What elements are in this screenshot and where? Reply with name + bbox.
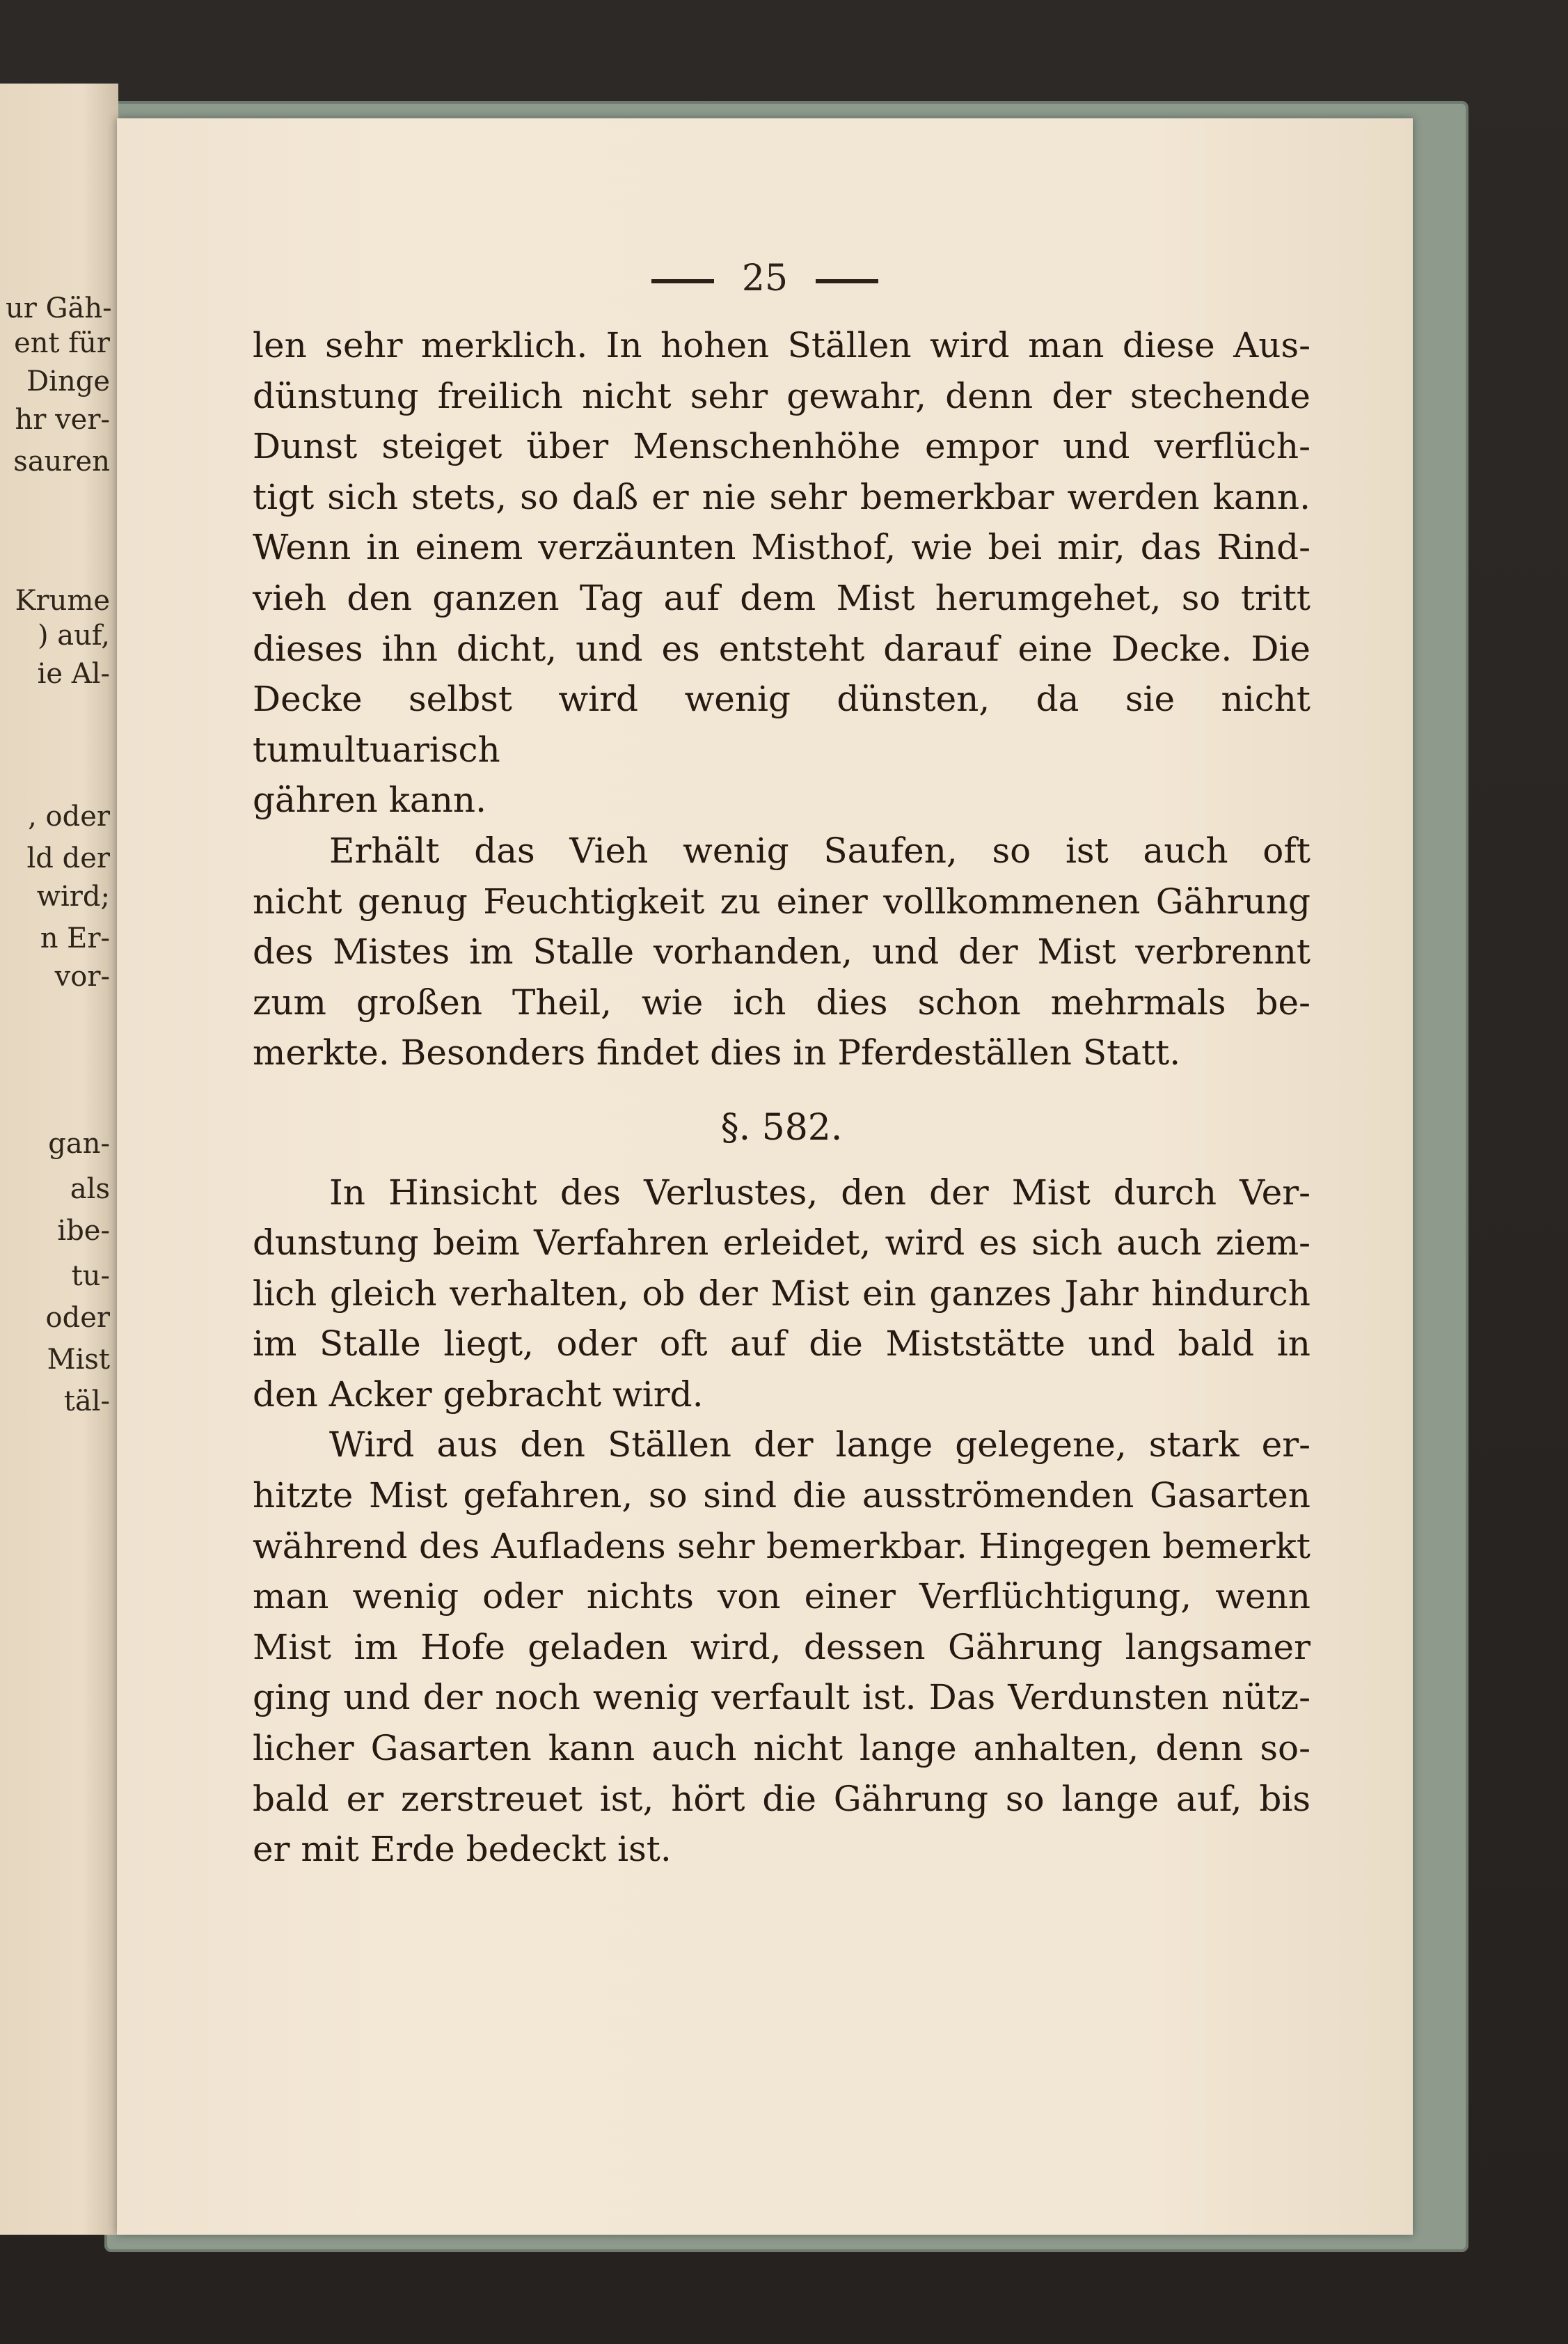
text-line: licher Gasarten kann auch nicht lange anhalten, denn so- xyxy=(253,1728,1310,1769)
left-page-fragment: ibe- xyxy=(57,1215,110,1247)
header-dash-right xyxy=(816,279,878,283)
left-page-fragment: , oder xyxy=(28,801,110,833)
text-line: tigt sich stets, so daß er nie sehr bemerkbar werden kann. xyxy=(253,476,1310,517)
section-heading: §. 582. xyxy=(720,1106,843,1149)
text-line: dünstung freilich nicht sehr gewahr, denn der stechende xyxy=(253,375,1310,416)
page-header xyxy=(117,258,1413,299)
left-page-fragment: ent für xyxy=(14,327,110,359)
text-line: In Hinsicht des Verlustes, den der Mist durch Ver- xyxy=(329,1172,1310,1213)
text-line: bald er zerstreuet ist, hört die Gährung so lange auf, bis xyxy=(253,1778,1310,1819)
text-line: Mist im Hofe geladen wird, dessen Gährung langsamer xyxy=(253,1626,1310,1667)
header-dash-left xyxy=(651,279,714,283)
left-page-text-fragments xyxy=(0,84,118,2235)
text-line: merkte. Besonders findet dies in Pferdeställen Statt. xyxy=(253,1032,1181,1073)
text-line: vieh den ganzen Tag auf dem Mist herumgehet, so tritt xyxy=(253,577,1310,618)
text-line: den Acker gebracht wird. xyxy=(253,1374,704,1415)
left-page-fragment: als xyxy=(70,1173,110,1205)
left-page-fragment: Mist xyxy=(47,1344,110,1376)
section-paragraphs xyxy=(253,1167,1310,1875)
text-line: nicht genug Feuchtigkeit zu einer vollkommenen Gährung xyxy=(253,881,1310,922)
page-number: 25 xyxy=(741,258,789,299)
left-page-fragment: tu- xyxy=(71,1260,110,1292)
paragraph xyxy=(253,826,1310,1078)
left-page-fragment: oder xyxy=(45,1302,110,1334)
text-line: Wenn in einem verzäunten Misthof, wie bei mir, das Rind- xyxy=(253,527,1310,568)
text-line: während des Aufladens sehr bemerkbar. Hingegen bemerkt xyxy=(253,1525,1310,1566)
text-line: hitzte Mist gefahren, so sind die ausströmenden Gasarten xyxy=(253,1475,1310,1516)
text-line: Dunst steiget über Menschenhöhe empor und verflüch- xyxy=(253,426,1310,467)
text-line: im Stalle liegt, oder oft auf die Miststätte und bald in xyxy=(253,1323,1310,1364)
text-line: gähren kann. xyxy=(253,780,487,821)
left-page-fragment: sauren xyxy=(13,446,110,478)
text-line: ging und der noch wenig verfault ist. Das Verdunsten nütz- xyxy=(253,1677,1310,1718)
text-line: Wird aus den Ställen der lange gelegene, stark er- xyxy=(329,1424,1310,1465)
left-page-fragment: ) auf, xyxy=(37,620,110,652)
text-line: zum großen Theil, wie ich dies schon mehrmals be- xyxy=(253,982,1310,1023)
left-page-edge xyxy=(0,84,118,2235)
left-page-fragment: ld der xyxy=(26,842,110,874)
left-page-fragment: wird; xyxy=(36,881,110,913)
page-body-text xyxy=(253,320,1310,1875)
paragraph xyxy=(253,1419,1310,1874)
left-page-fragment: n Er- xyxy=(40,922,110,954)
paragraph xyxy=(253,1167,1310,1420)
left-page-fragment: ur Gäh- xyxy=(6,292,112,324)
text-line: dunstung beim Verfahren erleidet, wird es sich auch ziem- xyxy=(253,1222,1310,1264)
text-line: man wenig oder nichts von einer Verflüchtigung, wenn xyxy=(253,1576,1310,1617)
right-page xyxy=(117,118,1413,2235)
text-line: len sehr merklich. In hohen Ställen wird man diese Aus- xyxy=(253,325,1310,365)
text-line: er mit Erde bedeckt ist. xyxy=(253,1829,672,1870)
left-page-fragment: täl- xyxy=(63,1385,110,1417)
text-line: des Mistes im Stalle vorhanden, und der Mist verbrennt xyxy=(253,931,1310,973)
left-page-fragment: vor- xyxy=(54,961,110,993)
left-page-fragment: Dinge xyxy=(26,365,110,398)
text-line: dieses ihn dicht, und es entsteht darauf eine Decke. Die xyxy=(253,628,1310,669)
text-line: Erhält das Vieh wenig Saufen, so ist auch oft xyxy=(329,830,1310,871)
left-page-fragment: hr ver- xyxy=(15,404,110,436)
left-page-fragment: ie Al- xyxy=(37,658,110,690)
text-line: Decke selbst wird wenig dünsten, da sie nicht tumultuarisch xyxy=(253,679,1310,770)
text-line: lich gleich verhalten, ob der Mist ein ganzes Jahr hindurch xyxy=(253,1273,1310,1314)
top-paragraphs xyxy=(253,320,1310,1078)
left-page-fragment: gan- xyxy=(48,1128,110,1160)
left-page-fragment: Krume xyxy=(15,585,110,617)
paragraph xyxy=(253,320,1310,826)
